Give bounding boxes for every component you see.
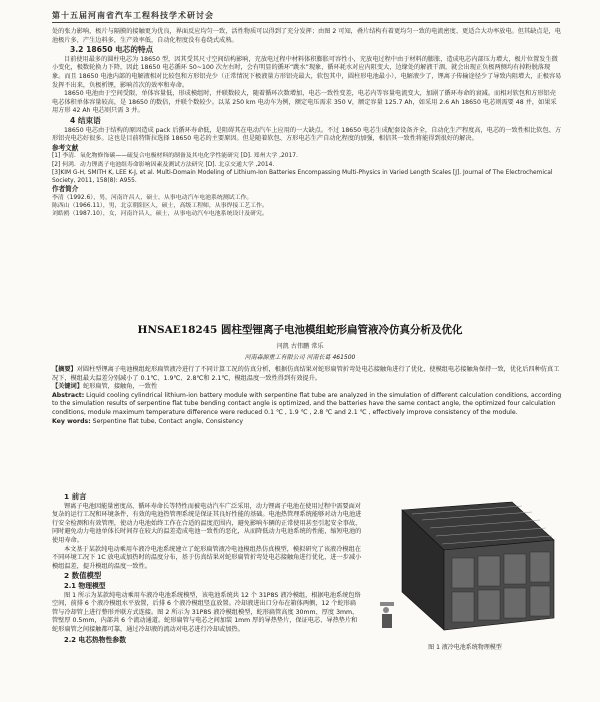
previous-article-tail (52, 28, 562, 218)
keywords-label: 【关键词】 (52, 383, 83, 391)
prev-paragraph-3: 18650 电池由于空间受限，单体容量低，形成模组时，并联数较大，随着循环次数增加，电芯一致性变差，电芯内等容量电流变大，加剧了循环寿命的衰减。而相对软包和方形铝壳电芯体积单体容量较高，是 18650 的数倍，并联个数较少。以某 250 km 电动车为例，额定电压需求 350 V，额定容量 125.7 Ah，如采用 2.6 Ah 18650 电芯则需要 48 并，如果采用方形 42 Ah 电芯则只需 3 并。 (52, 90, 557, 115)
author-bio-list (52, 194, 562, 219)
author-bio-item: 陈西山（1966.11），男，北京朝阳区人，硕士，高级工程师，从事焊接工艺工作。 (52, 202, 268, 209)
section-3-2-heading: 3.2 18650 电芯的特点 (70, 45, 154, 55)
prev-paragraph-4: 18650 电芯由于结构的原因造成 pack 后循环寿命低，是阻碍其在电动汽车上应用的一大缺点。不过 18650 电芯生成配套设备齐全，自动化生产程度高，电芯的一致性相比软包、方形铝壳电芯好很多。这也是目前特斯拉选择 18650 电芯的主要原因。但是随着软包、方形电芯生产自动化程度的加强，相信其一致性将能得到很好的解决。 (52, 126, 562, 143)
keywords-cn: 蛇形扁管，接触角，一致性 (82, 383, 158, 391)
header-rule (52, 22, 560, 23)
author-bio-title: 作者简介 (52, 185, 79, 194)
body-column (52, 492, 362, 645)
section-1-heading: 1 前言 (64, 492, 87, 501)
abstract-label: 【摘要】 (52, 366, 77, 373)
abstract-en-label: Abstract: (52, 391, 85, 399)
references-list (52, 152, 562, 185)
section-2-2-heading: 2.2 电芯热物性参数 (64, 635, 126, 644)
article-title: HNSAE18245 圆柱型锂离子电池模组蛇形扁管液冷仿真分析及优化 (137, 324, 463, 336)
reference-item: [3]KIM G-H, SMITH K, LEE K-J, et al. Multi-Domain Modeling of Lithium-Ion Batteries Encompassing Multi-Physics in Varied Length Scales [J]. Journal of The Electrochemical Society, 2011, 158(8): A955. (52, 169, 553, 184)
body-paragraph-2: 本文基于某款纯电动乘用车液冷电池系统建立了蛇形扁管液冷电池模组热仿真模型，模拟研究了该液冷模组在不同环境工况下 1C 放电或加热时的温度分布，基于仿真结果对蛇形扁管折弯处电芯接触角进行优化，进一步减小模组温差，提升模组的温度一致性。 (52, 545, 362, 570)
section-2-heading: 2 数值模型 (64, 571, 102, 581)
reference-item: [2] 何鸿．动力锂离子电池组寿命影响因素及测试方法研究 [D]. 北京交通大学 ,2014. (52, 161, 275, 168)
battery-system-figure (372, 500, 558, 636)
journal-header: 第十五届河南省汽车工程科技学术研讨会 (52, 11, 214, 20)
body-paragraph-3: 图 1 所示为某款纯电动乘用车液冷电池系统模型，该电池系统共 12 个 31P8S 液冷模组，根据电池系统包络空间，前排 6 个液冷模组水平放置，后排 6 个液冷模组竖直放置。冷却液进出口分布在箱体两侧，12 个蛇形扁管与冷却管上进行整形并联方式连接。图 2 所示为 31P8S 液冷模组模型，蛇形扁管高度 30mm、厚度 3mm、管壁厚 0.5mm，内部共 6 个流动通道。蛇形扁管与电芯之间加装 1mm 厚的导热垫片，保证电芯、导热垫片和蛇形扁管之间接触都可靠，通过冷却液的流动对电芯进行冷却或加热。 (52, 591, 361, 633)
body-paragraph-1: 锂离子电池因能量密度高、循环寿命长等特性而被电动汽车广泛采用，动力锂离子电池在使用过程中需要面对复杂的运行工况和环境条件，有效的电池热管理系统是保证其良好性能的基础。电池热管理系统能够对动力电池进行安全检测和有效管理，使动力电池始终工作在合适的温度范围内，避免影响车辆的正常使用甚至引起安全事故，同时避免动力电池单体长时间存在较大的温差造成电池一致性的恶化，从而降低动力电池系统的性能，缩短电池的使用寿命。 (52, 502, 362, 544)
abstract-en: Liquid cooling cylindrical lithium-ion battery module with serpentine flat tube are analyzed in the simulation of different calculation conditions, according to the simulation results of serpentine flat tube bending contact angle is optimized, and the batteries have the same contact angle, the optimized four calculation conditions, module maximum temperature difference were reduced 0.1 ℃ , 1.9 ℃ , 2.8 ℃ and 2.1 ℃ , effectively improve consistency of the module. (52, 391, 562, 416)
article-authors: 闫凯 古伟鹏 常乐 (276, 343, 324, 350)
prev-paragraph-1: 处的张力影响，极片与隔膜的接触更为优良，界面反应均匀一致，活性物质可以得到了充分发挥；由图 2 可知，叠片结构有着更均匀一致的电流密度、更适合大功率放电。但其缺点是，电池极片多，产生边料多，生产效率低，自动化程度没有卷绕式成熟。 (52, 28, 562, 44)
reference-item: [1] 李清．氧化物修饰碳——硫复合电极材料的制备及其电化学性能研究 [D]. 郑州大学 ,2017. (52, 153, 298, 160)
keywords-en-label: Key words: (52, 417, 91, 425)
section-4-heading: 4 结束语 (70, 115, 101, 125)
figure-caption: 图 1 液冷电池系统物理模型 (428, 644, 502, 651)
author-bio-item: 刘皓鸥（1987.10），女，河南许昌人，硕士，从事电动汽车电池系统设计及研究。 (52, 211, 268, 218)
section-2-1-heading: 2.1 物理模型 (64, 581, 106, 590)
prev-paragraph-2: 目前使用最多的圆柱电芯为 18650 型，因其受其尺寸空间结构影响，充放电过程中材料体积膨胀可容性小，充放电过程中由于材料的膨胀，造成电芯内部压力增大，极片位置发生微小变化，极数轮换力下降，因此 18650 电芯循环 50~100 次左右时，会有明显的循环“跳水”现象，循环耗水对应内阻变大，边缘处的解液干涸，就会出现正负极两侧均有掉粉脱落现象。而且 18650 电池内部的电解液相对比较包和方形铝壳少（正常情况下极液量方形铝壳最大，软包其中，圆柱形电池最小），电解液少了，锂离子传输途径少了导致内阻增大，正极容易发挥不出来，负极析锂，影响首次的效率和寿命。 (52, 55, 562, 89)
author-bio-item: 李清（1992.6），男，河南许昌人，硕士，从事电动汽车电池系统测试工作。 (52, 194, 253, 201)
battery-pack-illustration (372, 500, 558, 636)
abstract-block (52, 366, 562, 426)
abstract-cn: 对圆柱型锂离子电池模组蛇形扁管液冷进行了不同计算工况的仿真分析，根据仿真结果对蛇形扁管折弯处电芯接触角进行了优化，使模组电芯接触角保持一致，优化后四种仿真工况下，模组最大温差分别减小了 0.1℃、1.9℃、2.8℃和 2.1℃，模组温度一致性得到有效提升。 (52, 366, 560, 382)
keywords-en: Serpentine flat tube, Contact angle, Consistency (92, 417, 244, 425)
references-title: 参考文献 (52, 143, 79, 152)
article-affiliation: 河南森源重工有限公司 河南长葛 461500 (244, 354, 356, 361)
